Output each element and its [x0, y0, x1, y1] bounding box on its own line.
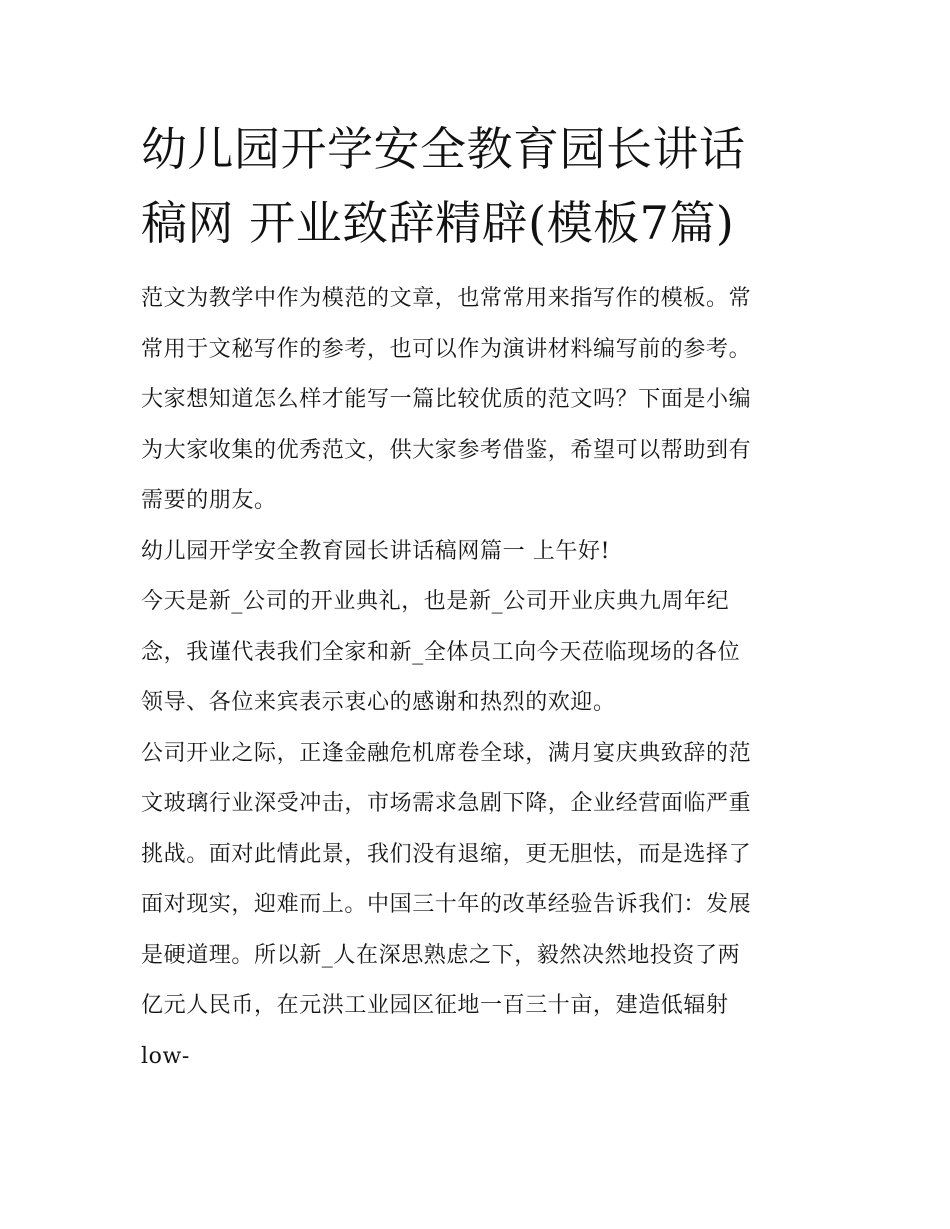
paragraph-line: 挑战。面对此情此景，我们没有退缩，更无胆怯，而是选择了	[141, 841, 752, 867]
title-spacer	[141, 260, 821, 274]
paragraph-body	[141, 729, 821, 1083]
document-title	[141, 112, 821, 260]
paragraph-line: 亿元人民币，在元洪工业园区征地一百三十亩，建造低辐射	[141, 993, 729, 1018]
paragraph-line: 为大家收集的优秀范文，供大家参考借鉴，希望可以帮助到有	[141, 437, 752, 463]
document-content	[141, 112, 821, 1082]
paragraph-intro	[141, 274, 821, 527]
paragraph-line: 幼儿园开学安全教育园长讲话稿网篇一 上午好!	[141, 538, 611, 564]
paragraph-line: low-	[141, 1043, 190, 1069]
paragraph-line: 公司开业之际，正逢金融危机席卷全球，满月宴庆典致辞的范	[141, 740, 752, 766]
paragraph-line: 领导、各位来宾表示衷心的感谢和热烈的欢迎。	[141, 690, 616, 715]
paragraph-line: 今天是新_公司的开业典礼，也是新_公司开业庆典九周年纪	[141, 589, 730, 614]
paragraph-line: 是硬道理。所以新_人在深思熟虑之下，毅然决然地投资了两	[141, 942, 741, 968]
paragraph-line: 大家想知道怎么样才能写一篇比较优质的范文吗？下面是小编	[141, 387, 752, 412]
paragraph-line: 常用于文秘写作的参考，也可以作为演讲材料编写前的参考。	[141, 336, 752, 362]
paragraph-section-heading	[141, 527, 821, 578]
paragraph-line: 面对现实，迎难而上。中国三十年的改革经验告诉我们：发展	[141, 892, 752, 917]
paragraph-line: 念，我谨代表我们全家和新_全体员工向今天莅临现场的各位	[141, 639, 741, 665]
paragraph-line: 需要的朋友。	[141, 488, 277, 513]
document-title-line-2: 稿网 开业致辞精辟(模板7篇)	[141, 196, 735, 250]
document-title-line-1: 幼儿园开学安全教育园长讲话	[141, 122, 746, 176]
paragraph-opening	[141, 577, 821, 729]
paragraph-line: 文玻璃行业深受冲击，市场需求急剧下降，企业经营面临严重	[141, 791, 752, 816]
paragraph-line: 范文为教学中作为模范的文章，也常常用来指写作的模板。常	[141, 286, 752, 311]
